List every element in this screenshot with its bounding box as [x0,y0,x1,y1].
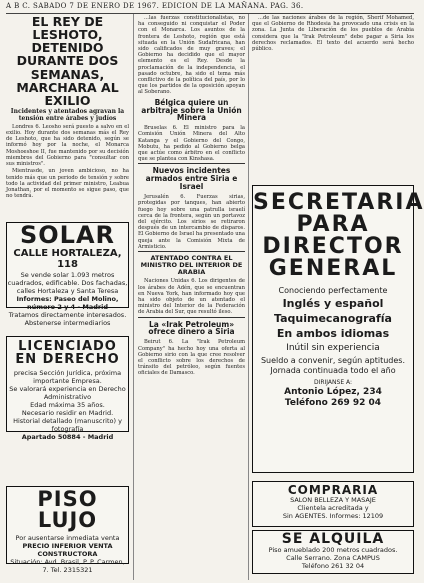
ad-line: Apartado 50884 - Madrid [21,433,114,441]
column-3 [252,15,414,180]
ad-title: COMPRARIA [287,483,379,497]
ad-line: DIRIJANSE A: [313,379,353,386]
headline: EL REY DE LESHOTO, DETENIDO DURANTE DOS SEMANAS, MARCHARA AL EXILIO [16,14,119,108]
paragraph: ...las fuerzas constitucionalistas, no ha conseguido ni conquistar el Poder con el Monarca. Los asuntos de la frontera de Leshoto, región que está situada en la Unión Sudafricana, han sido calificados de muy graves; el Gobierno ha decidido que el mayor elemento es el Rey. Desde la proclamación de la independencia, el pasado octubre, ha sido el tema más conflictivo de la política del país, por lo que los partidos de la oposición apoyan al Soberano. [138,15,245,96]
ad-line: Sin AGENTES. Informes: 12109 [282,512,384,520]
article-leshoto [6,14,129,200]
ad-line: Conociendo perfectamente [278,286,388,295]
headline: La «Irak Petroleum» ofrece dinero a Siria [148,319,235,337]
ad-line: Teléfono 269 92 04 [284,398,382,408]
subheadline: Incidentes y atentados agravan la tensión entre árabes y judíos [10,107,125,122]
paragraph: Jerusalén 6. Fuerzas sirias, protegidas por tanques, han abierto fuego hoy sobre una patrulla israelí cerca de la frontera, según un portavoz del ejército. Los sirios se retiraron después de un intercambio de disparos. El Gobierno de Israel ha presentado una queja ante la Comisión Mixta de Armisticio. [138,194,245,250]
ad-line: Por ausentarse inmediata venta [15,534,120,542]
column-2 [138,15,245,572]
ad-se-alquila [252,530,414,574]
ad-line: Edad máxima 35 años. [30,401,105,409]
ad-compraria [252,481,414,527]
ad-title: SOLAR [19,221,116,249]
ad-title: LICENCIADO EN DERECHO [15,339,120,367]
ad-title: DIRECTOR [262,234,404,259]
ad-line: Informes: Paseo del Molino, número 2 y 4 - Madrid [16,295,119,311]
headline: Nuevos incidentes armados entre Siria e Israel [145,166,238,192]
ad-piso-lujo [6,486,129,574]
ad-line: precisa Sección Jurídica, próxima importante Empresa. [13,369,122,385]
column-divider [133,14,134,580]
paragraph: Beirut 6. La "Irak Petroleum Company" ha hecho hoy una oferta al Gobierno sirio con la que cree resolver el conflicto sobre los derechos de tránsito del petróleo, según fuentes oficiales de Damasco. [138,339,245,377]
paragraph: Mientrasde, un joven ambicioso, no ha tenido más que un periodo de tensión y sobre todo la actividad del primer ministro, Leabua Jonathan, por el momento se sigue paso, que no tendrá. [6,168,129,200]
ad-title: PARA [296,212,370,237]
paragraph: Londres 6. Leosho será puesto a salvo en el exilio. Hoy durante dos semanas más el Rey de Leshoto, que ha sido detenido, según se informó hoy por la noche, el Monarca Moshoeshoe II, fue mantenido por su decisión miembros del Gobierno para "consultar con sus ministros". [6,123,129,168]
ad-line: Clientela acreditada y [297,504,369,512]
headline: ATENTADO CONTRA EL MINISTRO DEL INTERIOR DE ARABIA [140,253,243,276]
ad-line: Se vende solar 1.093 metros cuadrados, edificable. Dos fachadas, calles Hortaleza y Santa Teresa [7,271,128,295]
ad-title: GENERAL [268,256,398,281]
ad-street: CALLE HORTALEZA, 118 [13,248,122,270]
ad-line: SALON BELLEZA Y MASAJE [290,496,376,504]
headline: Bélgica quiere un arbitraje sobre la Unión Minera [141,97,242,123]
ad-secretaria [252,185,424,473]
paragraph: ...de las naciones árabes de la región, Sherif Mohamed, que el Gobierno de Rhodesia ha provocado una crisis en la zona. La Junta de Liberación de los pueblos de Arabia considera que la "Irak Petroleum" debe pagar a Siria los derechos reclamados. El texto del acuerdo será hecho público. [252,15,414,53]
ad-line: Se valorará experiencia en Derecho Administrativo [9,385,126,401]
ad-title: PISO LUJO [37,487,98,532]
ad-line: Inglés y español [282,297,384,310]
ad-line: Piso amueblado 200 metros cuadrados. [268,546,398,554]
ad-line: Taquimecanografía [274,312,392,325]
ad-line: Historial detallado (manuscrito) y fotografía [13,417,122,433]
ad-licenciado [6,336,129,441]
ad-line: Situación: Avd. Brasil, P. P. Carmen, 7. Tel. 2315321 [10,558,125,574]
page-header: A B C. SABADO 7 DE ENERO DE 1967. EDICION DE LA MAÑANA. PAG. 36. [6,2,414,14]
ad-title: SE ALQUILA [281,531,385,547]
ad-line: Antonio López, 234 [284,387,382,397]
ad-title: SECRETARIA [253,190,424,215]
paragraph: Naciones Unidas 6. Los dirigentes de los árabes de Adén, que se encuentran en Nueva York, han informado hoy que ha sido objeto de un atentado el ministro del Interior de la Federación de Arabia del Sur, que resultó ileso. [138,278,245,316]
ad-line: Calle Serrano. Zona CAMPUS [286,554,380,562]
ad-line: En ambos idiomas [276,327,390,340]
ad-line: Inútil sin experiencia [286,343,380,353]
ad-line: PRECIO INFERIOR VENTA CONSTRUCTORA [22,542,113,558]
ad-line: Tratamos directamente interesados. Abstenerse intermediarios [8,311,127,327]
column-divider [248,14,249,580]
ad-line: Necesario residir en Madrid. [21,409,114,417]
ad-line: Sueldo a convenir, según aptitudes. Jornada continuada todo el año [260,356,406,375]
ad-line: Teléfono 261 32 04 [301,562,365,570]
ad-solar [6,221,129,327]
paragraph: Bruselas 6. El ministro para la Comisión Unión Minera del Alto Katanga y el Gobierno del Congo, Mobutu, ha pedido al Gobierno belga que actúe como árbitro en el conflicto que se plantea con Kinshasa. [138,125,245,163]
